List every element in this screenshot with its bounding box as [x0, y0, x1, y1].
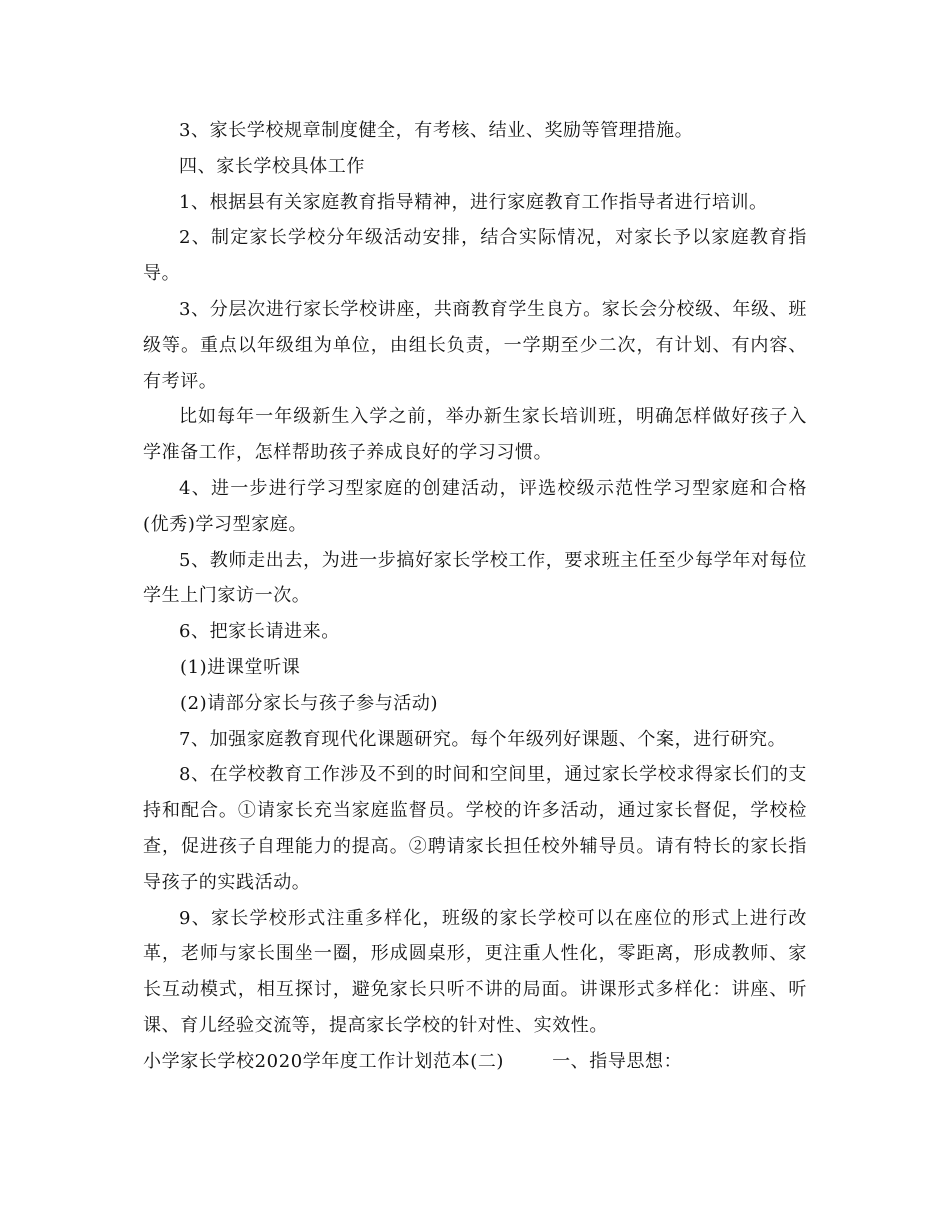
paragraph-item-8: 8、在学校教育工作涉及不到的时间和空间里，通过家长学校求得家长们的支持和配合。①请家长充当家庭监督员。学校的许多活动，通过家长督促，学校检查，促进孩子自理能力的提高。②聘请家长担任校外辅导员。请有特长的家长指导孩子的实践活动。 — [143, 764, 807, 893]
document-body — [143, 113, 807, 1080]
paragraph-item-7: 7、加强家庭教育现代化课题研究。每个年级列好课题、个案，进行研究。 — [179, 728, 787, 750]
paragraph-item-3: 3、分层次进行家长学校讲座，共商教育学生良方。家长会分校级、年级、班级等。重点以年级组为单位，由组长负责，一学期至少二次，有计划、有内容、有考评。 — [143, 298, 807, 392]
paragraph-rules: 3、家长学校规章制度健全，有考核、结业、奖励等管理措施。 — [179, 120, 694, 141]
sub-item-2: (2)请部分家长与孩子参与活动) — [180, 692, 439, 714]
paragraph-item-1: 1、根据县有关家庭教育指导精神，进行家庭教育工作指导者进行培训。 — [179, 191, 768, 213]
paragraph-item-2: 2、制定家长学校分年级活动安排，结合实际情况，对家长予以家庭教育指导。 — [143, 227, 807, 285]
sub-item-1: (1)进课堂听课 — [180, 656, 301, 678]
paragraph-example: 比如每年一年级新生入学之前，举办新生家长培训班，明确怎样做好孩子入学准备工作，怎样帮助孩子养成良好的学习习惯。 — [143, 406, 807, 464]
section-heading-specific-work: 四、家长学校具体工作 — [179, 155, 365, 177]
next-document-line — [143, 1044, 807, 1080]
paragraph-item-6: 6、把家长请进来。 — [179, 621, 340, 643]
paragraph-item-4: 4、进一步进行学习型家庭的创建活动，评选校级示范性学习型家庭和合格(优秀)学习型家庭。 — [143, 477, 807, 535]
paragraph-item-5: 5、教师走出去，为进一步搞好家长学校工作，要求班主任至少每学年对每位学生上门家访一次。 — [143, 549, 807, 607]
next-document-title: 小学家长学校2020学年度工作计划范本(二) — [143, 1050, 505, 1072]
next-section-heading: 一、指导思想： — [552, 1050, 683, 1072]
paragraph-item-9: 9、家长学校形式注重多样化，班级的家长学校可以在座位的形式上进行改革，老师与家长围坐一圈，形成圆桌形，更注重人性化，零距离，形成教师、家长互动模式，相互探讨，避免家长只听不讲的局面。讲课形式多样化：讲座、听课、育儿经验交流等，提高家长学校的针对性、实效性。 — [143, 907, 807, 1036]
